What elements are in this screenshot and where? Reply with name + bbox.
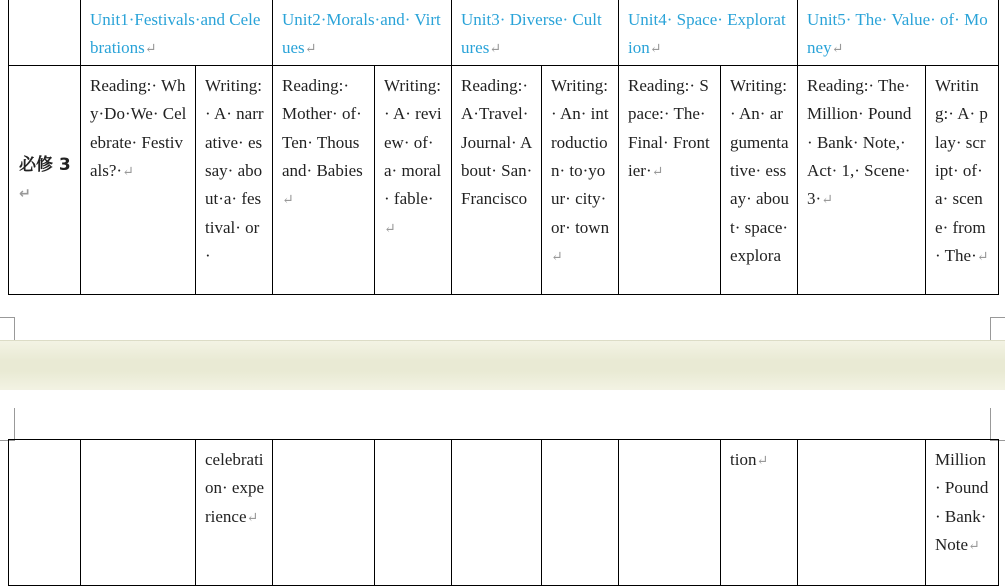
unit1-reading-continued (81, 440, 196, 586)
unit1-reading[interactable]: Reading:· Why·Do·We· Celebrate· Festivals?·↵ (81, 65, 196, 294)
crop-mark-bottom-left (0, 408, 15, 441)
unit4-title[interactable]: Unit4· Space· Exploration↵ (619, 0, 798, 65)
unit3-reading-continued (452, 440, 542, 586)
unit2-reading-continued (273, 440, 375, 586)
unit3-writing-continued (542, 440, 619, 586)
syllabus-table-continued (8, 439, 999, 586)
unit5-writing[interactable]: Writing:· A· play· script· of· a· scene· from· The·↵ (926, 65, 999, 294)
syllabus-table-top (8, 0, 999, 295)
unit5-reading-continued (798, 440, 926, 586)
document-page-bottom (0, 390, 1005, 588)
unit2-title[interactable]: Unit2·Morals·and· Virtues↵ (273, 0, 452, 65)
unit-title-row (9, 0, 999, 65)
unit2-reading[interactable]: Reading:· Mother· of· Ten· Thousand· Babies↵ (273, 65, 375, 294)
unit4-writing[interactable]: Writing:· An· argumentative· essay· about· space· explora (721, 65, 798, 294)
continued-row (9, 440, 999, 586)
unit2-writing[interactable]: Writing:· A· review· of· a· moral· fable·↵ (375, 65, 452, 294)
unit3-writing[interactable]: Writing:· An· introduction· to·your· city·or· town↵ (542, 65, 619, 294)
unit5-title[interactable]: Unit5· The· Value· of· Money↵ (798, 0, 999, 65)
module-cell-continued (9, 440, 81, 586)
unit1-writing[interactable]: Writing:· A· narrative· essay· about·a· festival· or· (196, 65, 273, 294)
unit4-reading[interactable]: Reading:· Space:· The· Final· Frontier·↵ (619, 65, 721, 294)
unit1-writing-continued[interactable]: celebration· experience↵ (196, 440, 273, 586)
unit4-writing-continued[interactable]: tion↵ (721, 440, 798, 586)
unit3-title[interactable]: Unit3· Diverse· Cultures↵ (452, 0, 619, 65)
unit3-reading[interactable]: Reading:· A·Travel· Journal· About· San· Francisco (452, 65, 542, 294)
unit4-reading-continued (619, 440, 721, 586)
unit1-title[interactable]: Unit1·Festivals·and Celebrations↵ (81, 0, 273, 65)
unit5-writing-continued[interactable]: Million· Pound· Bank· Note↵ (926, 440, 999, 586)
unit-content-row (9, 65, 999, 294)
crop-mark-bottom-right (990, 408, 1005, 441)
module-label[interactable]: 必修 3↵ (9, 65, 81, 294)
module-cell-empty (9, 0, 81, 65)
unit5-reading[interactable]: Reading:· The· Million· Pound· Bank· Note,· Act· 1,· Scene·3·↵ (798, 65, 926, 294)
page-break-gap (0, 340, 1005, 392)
unit2-writing-continued (375, 440, 452, 586)
